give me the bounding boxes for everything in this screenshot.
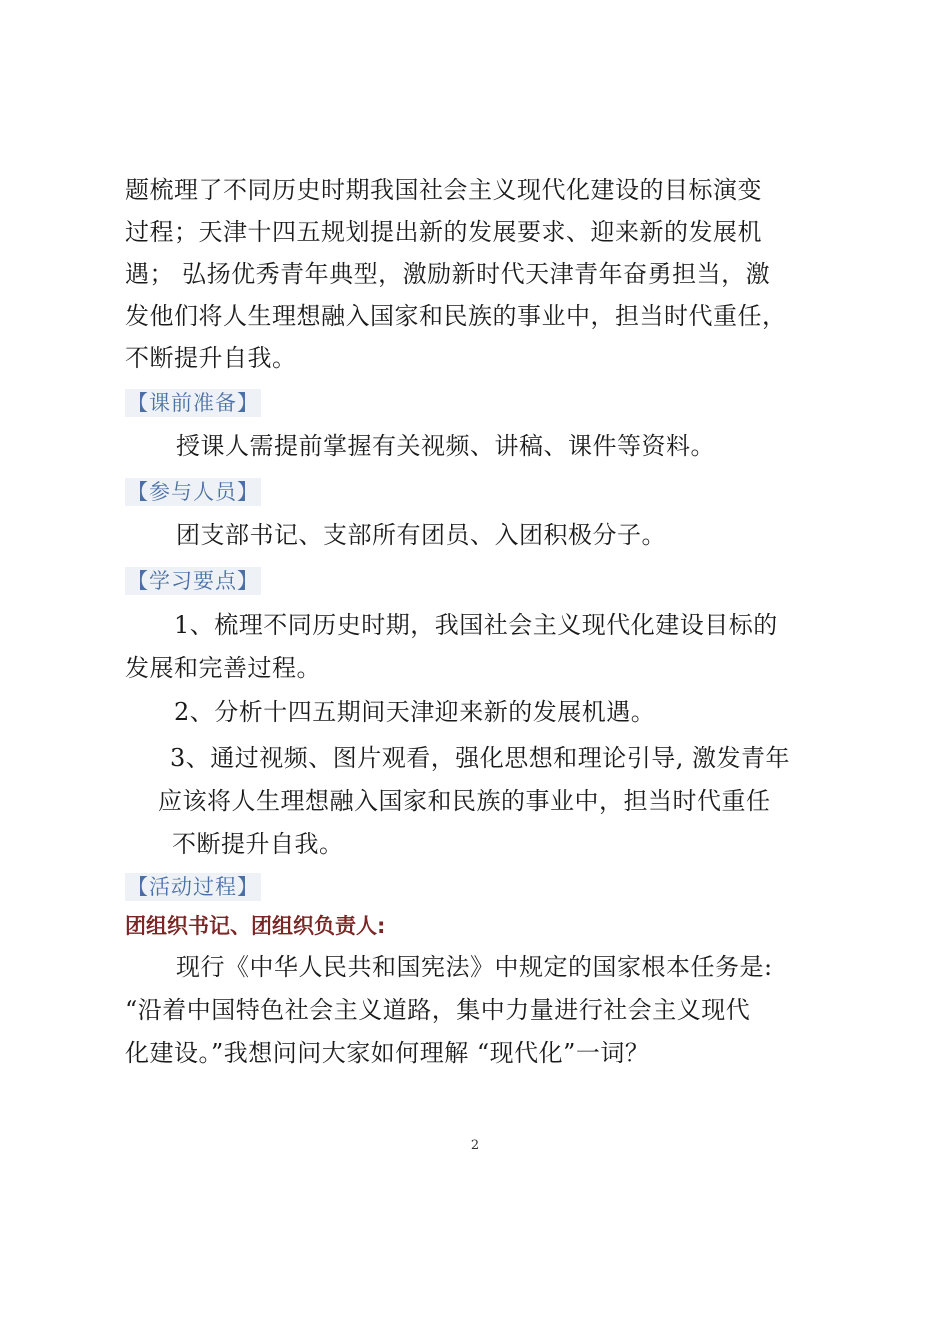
- intro-line-3: 遇； 弘扬优秀青年典型，激励新时代天津青年奋勇担当，激: [125, 260, 771, 288]
- prep-text: 授课人需提前掌握有关视频、讲稿、课件等资料。: [176, 432, 715, 460]
- key-point-3-line-3: 不断提升自我。: [172, 830, 344, 858]
- intro-line-2: 过程；天津十四五规划提出新的发展要求、迎来新的发展机: [125, 218, 762, 246]
- process-line-3: 化建设。”我想问问大家如何理解 “现代化”一词？: [125, 1039, 650, 1067]
- speaker-label: 团组织书记、团组织负责人:: [125, 914, 386, 938]
- key-point-2: 2、分析十四五期间天津迎来新的发展机遇。: [174, 698, 656, 726]
- process-line-2: “沿着中国特色社会主义道路，集中力量进行社会主义现代: [125, 996, 751, 1024]
- participants-heading: 【参与人员】: [127, 480, 259, 504]
- page-number: 2: [470, 1138, 480, 1153]
- intro-line-4: 发他们将人生理想融入国家和民族的事业中，担当时代重任，: [125, 302, 787, 330]
- intro-line-1: 题梳理了不同历史时期我国社会主义现代化建设的目标演变: [125, 176, 762, 204]
- key-point-3-line-1: 3、通过视频、图片观看，强化思想和理论引导, 激发青年: [170, 744, 791, 772]
- prep-heading: 【课前准备】: [127, 391, 259, 415]
- key-point-3-line-2: 应该将人生理想融入国家和民族的事业中，担当时代重任: [158, 787, 771, 815]
- key-point-1-line-1: 1、梳理不同历史时期，我国社会主义现代化建设目标的: [174, 611, 778, 639]
- process-heading: 【活动过程】: [127, 875, 259, 899]
- intro-line-5: 不断提升自我。: [125, 344, 297, 372]
- participants-text: 团支部书记、支部所有团员、入团积极分子。: [176, 521, 666, 549]
- key-point-1-line-2: 发展和完善过程。: [125, 654, 321, 682]
- key-points-heading: 【学习要点】: [127, 569, 259, 593]
- process-line-1: 现行《中华人民共和国宪法》中规定的国家根本任务是:: [176, 953, 773, 981]
